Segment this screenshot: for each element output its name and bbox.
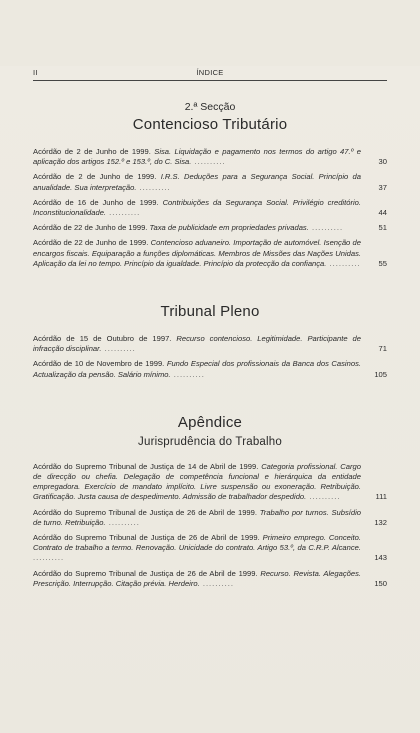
- appendix-subtitle: Jurisprudência do Trabalho: [138, 435, 282, 448]
- leader-dots: ..........: [199, 578, 234, 588]
- appendix-entries: [33, 462, 387, 589]
- toc-entry[interactable]: [33, 569, 387, 589]
- toc-entry-page: 51: [378, 223, 387, 233]
- page-number-roman: II: [33, 68, 38, 77]
- section-2-heading: [33, 101, 387, 133]
- toc-entry-description: Fundo Especial dos profissionais da Banca dos Casinos. Actualização da pensão. Salário mínimo.: [33, 359, 361, 379]
- toc-entry[interactable]: [33, 238, 387, 269]
- leader-dots: ..........: [106, 208, 141, 218]
- leader-dots: ..........: [105, 517, 140, 527]
- toc-entry-text: [33, 533, 361, 564]
- leader-dots: ..........: [136, 182, 171, 192]
- toc-entry-text: [33, 147, 361, 167]
- toc-entry-description: Contribuições da Segurança Social. Privilégio creditório. Inconstitucionalidade.: [33, 197, 361, 218]
- leader-dots: ..........: [33, 553, 65, 563]
- toc-entry-page: 44: [378, 208, 387, 218]
- toc-entry-text: [33, 172, 361, 192]
- toc-entry-page: 30: [378, 157, 387, 167]
- toc-entry-description: Categoria profissional. Cargo de direcção ou chefia. Delegação de competência funcional e hierárquica da entidade empregadora. Exercício de mandato implícito. Livre suspensão ou exoneração. Retribuição. Gratificação. Justa causa de despedimento. Admissão de trabalhador despedido.: [33, 461, 361, 502]
- toc-entry-text: [33, 198, 361, 218]
- section-number: 2.ª Secção: [184, 101, 236, 113]
- toc-entry-lead: Acórdão de 16 de Junho de 1999.: [33, 197, 159, 207]
- toc-entry-description: I.R.S. Deduções para a Segurança Social. Princípio da anualidade. Sua interpretação.: [33, 172, 361, 192]
- toc-entry-page: 143: [374, 553, 387, 563]
- leader-dots: ..........: [306, 492, 341, 502]
- section-2-entries: [33, 147, 387, 269]
- toc-entry-description: Primeiro emprego. Conceito. Contrato de trabalho a termo. Renovação. Unicidade do contrato. Artigo 53.º, da C.R.P. Alcance.: [33, 533, 361, 553]
- toc-entry[interactable]: [33, 147, 387, 167]
- leader-dots: ..........: [308, 223, 344, 233]
- toc-entry-text: [33, 334, 361, 354]
- toc-entry-page: 71: [378, 344, 387, 354]
- toc-entry-text: [33, 238, 361, 269]
- running-title: ÍNDICE: [196, 68, 224, 77]
- toc-entry-page: 55: [378, 258, 387, 268]
- toc-entry-page: 132: [374, 517, 387, 527]
- toc-entry-description: Taxa de publicidade em propriedades privadas.: [149, 223, 309, 233]
- toc-entry[interactable]: [33, 533, 387, 564]
- toc-entry-text: [33, 508, 361, 528]
- toc-entry-lead: Acórdão do Supremo Tribunal de Justiça de 26 de Abril de 1999.: [33, 568, 258, 578]
- toc-entry-page: 111: [375, 492, 387, 502]
- toc-entry-description: Trabalho por turnos. Subsídio de turno. Retribuição.: [33, 507, 361, 527]
- page-header: [33, 66, 387, 81]
- toc-entry[interactable]: [33, 359, 387, 379]
- toc-entry-lead: Acórdão do Supremo Tribunal de Justiça de 14 de Abril de 1999.: [33, 461, 259, 471]
- toc-entry-page: 105: [374, 369, 387, 379]
- pleno-entries: [33, 334, 387, 380]
- toc-entry[interactable]: [33, 334, 387, 354]
- toc-entry-text: [33, 223, 361, 233]
- toc-entry-lead: Acórdão do Supremo Tribunal de Justiça de 26 de Abril de 1999.: [33, 533, 260, 543]
- toc-entry-page: 37: [378, 182, 387, 192]
- leader-dots: ..........: [326, 258, 361, 268]
- toc-entry-text: [33, 462, 361, 503]
- toc-entry[interactable]: [33, 172, 387, 192]
- toc-entry[interactable]: [33, 508, 387, 528]
- toc-entry-lead: Acórdão de 22 de Junho de 1999.: [33, 238, 149, 248]
- leader-dots: ..........: [170, 369, 205, 379]
- appendix-title: Apêndice: [177, 413, 243, 431]
- leader-dots: ..........: [101, 344, 136, 354]
- toc-entry-lead: Acórdão de 10 de Novembro de 1999.: [33, 359, 165, 369]
- toc-entry-lead: Acórdão de 2 de Junho de 1999.: [33, 147, 151, 156]
- toc-entry-lead: Acórdão do Supremo Tribunal de Justiça de 26 de Abril de 1999.: [33, 507, 257, 517]
- toc-entry-description: Recurso. Revista. Alegações. Prescrição. Interrupção. Citação prévia. Herdeiro.: [33, 568, 361, 588]
- toc-entry-page: 150: [374, 578, 387, 588]
- section-title: Contencioso Tributário: [132, 116, 288, 133]
- toc-entry-lead: Acórdão de 22 de Junho de 1999.: [33, 223, 148, 233]
- toc-entry[interactable]: [33, 223, 387, 233]
- toc-entry[interactable]: [33, 462, 387, 503]
- toc-entry-lead: Acórdão de 2 de Junho de 1999.: [33, 172, 157, 182]
- pleno-title: Tribunal Pleno: [160, 303, 260, 321]
- toc-entry-description: Sisa. Liquidação e pagamento nos termos do artigo 47.º e aplicação dos artigos 152.º e 153.º, do C. Sisa.: [33, 147, 361, 167]
- toc-entry[interactable]: [33, 198, 387, 218]
- document-page: [0, 66, 420, 733]
- toc-entry-description: Recurso contencioso. Legitimidade. Participante de infracção disciplinar.: [33, 334, 361, 354]
- toc-entry-text: [33, 569, 361, 589]
- toc-entry-lead: Acórdão de 15 de Outubro de 1997.: [33, 334, 172, 344]
- toc-entry-text: [33, 359, 361, 379]
- leader-dots: ..........: [191, 157, 226, 167]
- toc-entry-description: Contencioso aduaneiro. Importação de automóvel. Isenção de encargos fiscais. Equiparação a funções diplomáticas. Membros de Missões das Nações Unidas. Aplicação da lei no tempo. Princípio da igualdade. Princípio da protecção da confiança.: [33, 238, 361, 268]
